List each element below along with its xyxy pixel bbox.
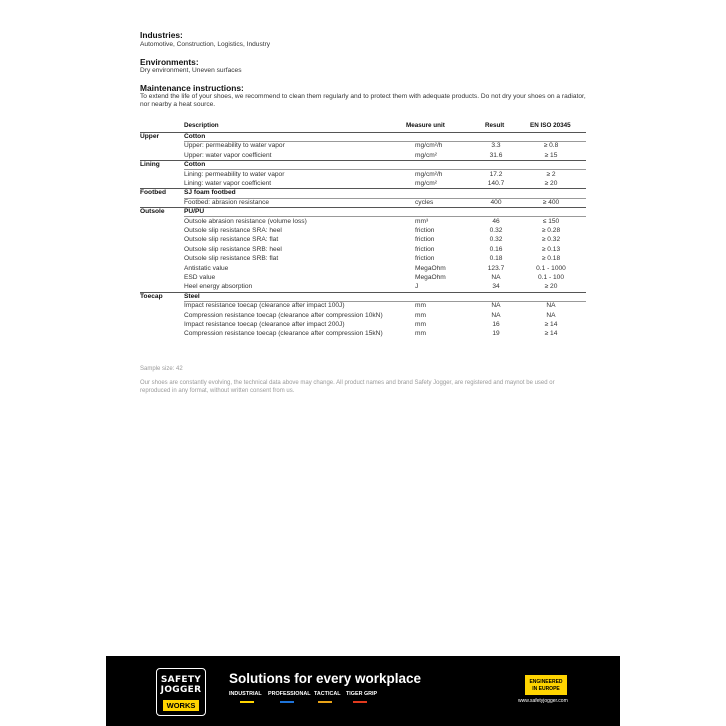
industries-heading: Industries: <box>140 30 183 40</box>
row-result: 3.3 <box>491 142 501 150</box>
row-measure-unit: J <box>415 283 419 291</box>
header-result: Result <box>485 122 505 129</box>
row-requirement: ≥ 20 <box>544 283 558 291</box>
row-result: NA <box>491 274 501 281</box>
row-result: NA <box>491 302 501 310</box>
logo-line-2: JOGGER <box>160 685 202 695</box>
row-requirement: 0.1 - 1000 <box>536 264 566 272</box>
row-requirement: ≥ 20 <box>544 180 558 187</box>
group-material: Cotton <box>184 161 206 169</box>
table-header <box>140 119 586 133</box>
category-professional: PROFESSIONAL <box>268 691 311 697</box>
row-result: 16 <box>492 321 500 328</box>
header-standard: EN ISO 20345 <box>530 122 571 129</box>
row-result: 0.16 <box>489 245 503 253</box>
category-industrial: INDUSTRIAL <box>229 691 262 697</box>
row-result: 46 <box>492 217 500 225</box>
category-tactical-bar <box>318 701 332 703</box>
row-measure-unit: mm <box>415 302 426 310</box>
row-requirement: ≥ 400 <box>542 198 560 206</box>
row-description: Lining: water vapor coefficient <box>184 180 272 187</box>
row-requirement: ≥ 0.28 <box>541 227 561 234</box>
maintenance-text: To extend the life of your shoes, we recommend to clean them regularly and to protect them with adequate products. Do not dry your shoes on a radiator, nor nearby a heat source. <box>140 93 586 109</box>
row-description: Heel energy absorption <box>184 283 253 291</box>
header-divider <box>140 132 586 133</box>
group-label: Outsole <box>140 208 165 216</box>
row-description: Outsole slip resistance SRB: flat <box>184 255 279 263</box>
row-requirement: ≥ 14 <box>544 330 558 338</box>
row-measure-unit: mm <box>415 311 426 319</box>
category-tiger-grip: TIGER GRIP <box>346 691 378 697</box>
row-result: 400 <box>490 198 502 206</box>
row-description: Impact resistance toecap (clearance after impact 200J) <box>184 321 345 328</box>
maintenance-heading: Maintenance instructions: <box>140 83 244 93</box>
row-requirement: ≥ 14 <box>544 321 558 328</box>
category-tiger-grip-bar <box>353 701 367 703</box>
badge-line-2: IN EUROPE <box>532 686 560 692</box>
row-measure-unit: MegaOhm <box>415 274 446 281</box>
row-result: 140.7 <box>487 180 505 187</box>
row-measure-unit: friction <box>415 255 435 263</box>
footer-banner <box>106 656 620 726</box>
row-measure-unit: MegaOhm <box>415 264 446 272</box>
row-result: 0.18 <box>489 255 503 263</box>
badge-line-1: ENGINEERED <box>529 679 563 685</box>
logo-works: WORKS <box>163 700 199 711</box>
environments-heading: Environments: <box>140 57 199 67</box>
group-material: Cotton <box>184 133 206 140</box>
footer-title: Solutions for every workplace <box>229 671 422 686</box>
logo-line-1: SAFETY <box>160 675 202 685</box>
group-material: Steel <box>184 292 200 300</box>
category-industrial-bar <box>240 701 254 703</box>
category-tactical: TACTICAL <box>314 691 341 697</box>
row-measure-unit: mg/cm²/h <box>415 170 443 178</box>
disclaimer-line-2: reproduced in any format, without written consent from us. <box>140 388 295 394</box>
row-measure-unit: friction <box>415 227 435 234</box>
row-measure-unit: mm <box>415 330 426 338</box>
row-measure-unit: mm <box>415 321 426 328</box>
disclaimer-line-1: Our shoes are constantly evolving, the technical data above may change. All product names and brand Safety Jogger, are registered and maynot be used or <box>140 380 555 386</box>
row-measure-unit: mg/cm²/h <box>415 142 443 150</box>
row-measure-unit: friction <box>415 245 435 253</box>
row-requirement: 0.1 - 100 <box>537 274 565 281</box>
row-measure-unit: mg/cm² <box>415 180 437 187</box>
sample-size: Sample size: 42 <box>140 366 183 372</box>
row-result: 34 <box>492 283 500 291</box>
row-description: Compression resistance toecap (clearance after compression 10kN) <box>184 311 383 319</box>
safety-jogger-logo <box>156 668 206 716</box>
group-divider <box>140 160 586 161</box>
row-description: Compression resistance toecap (clearance after compression 15kN) <box>184 330 383 338</box>
row-measure-unit: cycles <box>415 198 434 206</box>
row-description: Footbed: abrasion resistance <box>184 198 270 206</box>
group-material: PU/PU <box>184 208 205 216</box>
header-description: Description <box>184 122 219 129</box>
row-result: 0.32 <box>489 227 503 234</box>
row-result: 19 <box>492 330 500 338</box>
industries-text: Automotive, Construction, Logistics, Industry <box>140 41 271 48</box>
row-description: Upper: water vapor coefficient <box>184 151 272 159</box>
row-result: 123.7 <box>487 264 505 272</box>
row-requirement: NA <box>546 311 556 319</box>
row-requirement: ≤ 150 <box>542 217 560 225</box>
row-description: Antistatic value <box>184 264 229 272</box>
row-description: Upper: permeability to water vapor <box>184 142 285 150</box>
category-professional-bar <box>280 701 294 703</box>
group-label: Upper <box>140 133 160 140</box>
group-label: Toecap <box>140 292 163 300</box>
engineered-in-europe-badge <box>524 674 568 696</box>
group-label: Footbed <box>140 189 167 197</box>
group-divider <box>140 292 586 293</box>
row-result: 0.32 <box>489 236 503 244</box>
header-measure-unit: Measure unit <box>406 122 445 129</box>
row-requirement: ≥ 15 <box>544 151 558 159</box>
row-measure-unit: mg/cm² <box>415 151 437 159</box>
row-result: 31.6 <box>489 151 503 159</box>
row-description: Outsole slip resistance SRA: flat <box>184 236 279 244</box>
website-url: www.safetyjogger.com <box>518 698 568 704</box>
row-requirement: ≥ 2 <box>546 170 556 178</box>
row-result: NA <box>491 311 501 319</box>
row-description: ESD value <box>184 274 216 281</box>
row-requirement: NA <box>546 302 556 310</box>
row-description: Impact resistance toecap (clearance after impact 100J) <box>184 302 345 310</box>
row-description: Outsole slip resistance SRB: heel <box>184 245 282 253</box>
group-label: Lining <box>140 161 160 169</box>
row-measure-unit: mm³ <box>415 217 429 225</box>
row-requirement: ≥ 0.13 <box>541 245 561 253</box>
row-measure-unit: friction <box>415 236 435 244</box>
row-result: 17.2 <box>489 170 503 178</box>
group-material: SJ foam footbed <box>184 189 236 197</box>
row-requirement: ≥ 0.8 <box>543 142 559 150</box>
row-description: Outsole abrasion resistance (volume loss) <box>184 217 307 225</box>
group-divider <box>140 207 586 208</box>
row-requirement: ≥ 0.18 <box>541 255 561 263</box>
environments-text: Dry environment, Uneven surfaces <box>140 67 242 74</box>
row-requirement: ≥ 0.32 <box>541 236 561 244</box>
row-description: Outsole slip resistance SRA: heel <box>184 227 282 234</box>
row-description: Lining: permeability to water vapor <box>184 170 285 178</box>
